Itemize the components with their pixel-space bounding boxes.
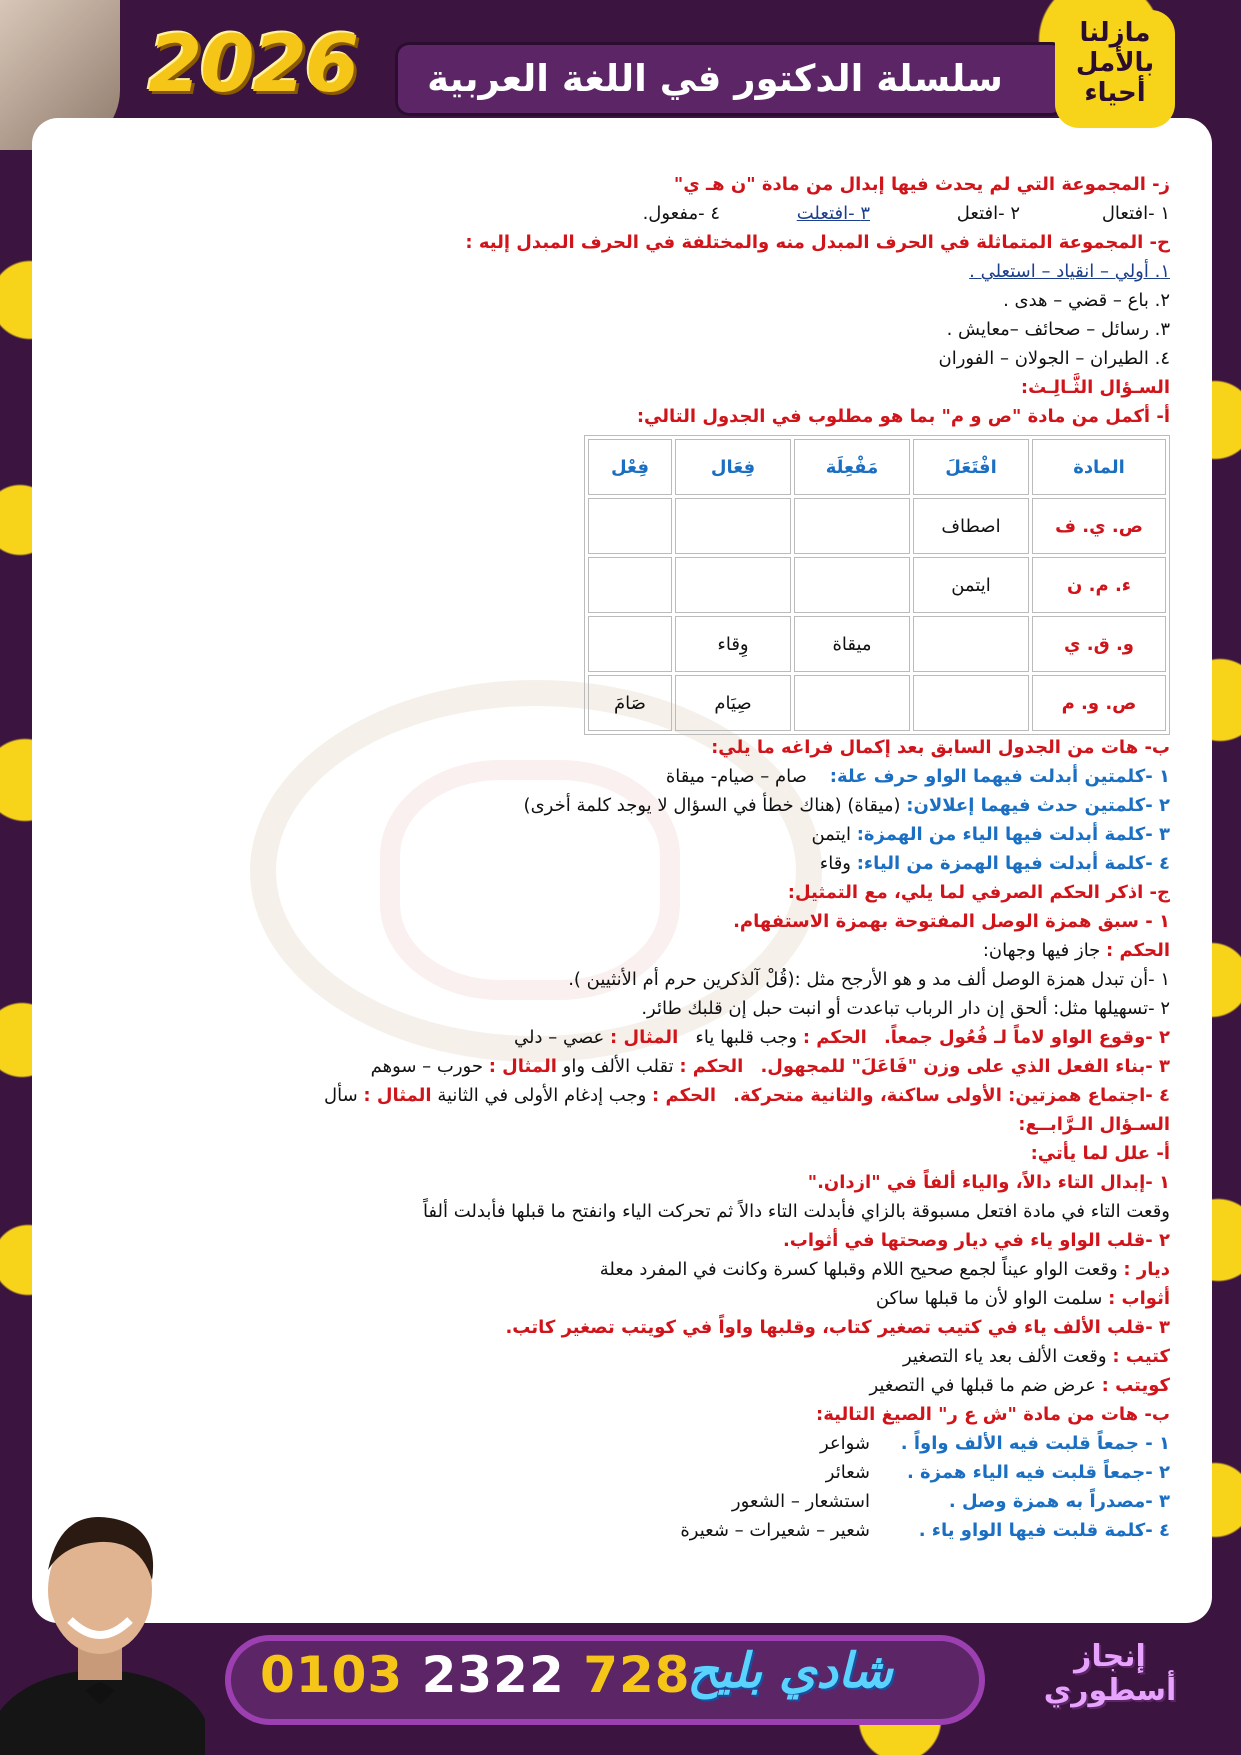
answer-kutayb-text: وقعت الألف بعد ياء التصغير bbox=[902, 1346, 1107, 1367]
option-4: ٤ -مفعول. bbox=[642, 203, 720, 224]
answer-4a1: وقعت التاء في مادة افتعل مسبوقة بالزاي فأبدلت التاء دالاً ثم تحركت الياء وانفتح ما قبلها فأبدلت ألفاً bbox=[422, 1201, 1170, 1222]
table-cell-root: ص. و. م bbox=[1032, 675, 1166, 731]
answer-c3-ruling-label: الحكم : bbox=[679, 1056, 744, 1077]
table-cell: صِيَام bbox=[675, 675, 791, 731]
table-row bbox=[588, 498, 1166, 554]
answer-c4-label: ٤ -اجتماع همزتين: الأولى ساكنة، والثانية متحركة. bbox=[733, 1085, 1170, 1106]
ruling-line bbox=[150, 936, 1170, 965]
question-3-heading: السـؤال الثَّـالِـث: bbox=[1020, 377, 1170, 398]
option-2: ٢ -افتعل bbox=[956, 203, 1020, 224]
table-header: المادة bbox=[1032, 439, 1166, 495]
table-header: فِعَال bbox=[675, 439, 791, 495]
ruling-option-2: ٢ -تسهيلها مثل: ألحق إن دار الرباب تباعدت أو انبت حبل إن قلبك طائر. bbox=[641, 998, 1170, 1019]
question-3a-title: أ- أكمل من مادة "ص و م" بما هو مطلوب في الجدول التالي: bbox=[636, 406, 1170, 427]
answer-c4-example-label: المثال : bbox=[363, 1085, 432, 1106]
morphology-table-wrap bbox=[150, 431, 1170, 733]
table-header-row bbox=[588, 439, 1166, 495]
answer-diyar-label: ديار : bbox=[1123, 1259, 1170, 1280]
answer-b3-text: ايتمن bbox=[811, 824, 851, 845]
table-cell bbox=[675, 498, 791, 554]
worksheet-content bbox=[150, 170, 1170, 1545]
answer-b1-text: صام – صيام- ميقاة bbox=[665, 766, 807, 787]
answer-c4-example: سأّل bbox=[324, 1085, 358, 1106]
question-h-title: ح- المجموعة المتماثلة في الحرف المبدل منه والمختلفة في الحرف المبدل إليه : bbox=[465, 232, 1170, 253]
answer-b4 bbox=[150, 849, 1170, 878]
answer-4b3-text: استشعار – الشعور bbox=[731, 1491, 870, 1512]
table-row bbox=[588, 616, 1166, 672]
answer-4b1-label: ١ - جمعاً قلبت فيه الألف واواً . bbox=[900, 1433, 1170, 1454]
answer-c2 bbox=[150, 1023, 1170, 1052]
table-cell: ايتمن bbox=[913, 557, 1029, 613]
answer-4b2-text: شعائر bbox=[825, 1462, 870, 1483]
answer-kuwaytib-text: عرض ضم ما قبلها في التصغير bbox=[869, 1375, 1096, 1396]
table-cell bbox=[794, 675, 910, 731]
question-3c-title: ج- اذكر الحكم الصرفي لما يلي، مع التمثيل: bbox=[787, 882, 1170, 903]
morphology-table bbox=[584, 435, 1170, 735]
answer-4b4-label: ٤ -كلمة قلبت فيها الواو ياء . bbox=[918, 1520, 1170, 1541]
answer-c3-example-label: المثال : bbox=[488, 1056, 557, 1077]
table-header: فِعْل bbox=[588, 439, 672, 495]
question-h-option-4: ٤. الطيران – الجولان – الفوران bbox=[938, 348, 1170, 369]
question-z-title: ز- المجموعة التي لم يحدث فيها إبدال من مادة "ن هـ ي" bbox=[673, 174, 1170, 195]
answer-4b4 bbox=[150, 1516, 1170, 1545]
answer-athwab-text: سلمت الواو لأن ما قبلها ساكن bbox=[875, 1288, 1103, 1309]
answer-b2-label: ٢ -كلمتين حدث فيهما إعلالان: bbox=[906, 795, 1170, 816]
table-row bbox=[588, 675, 1166, 731]
answer-b2 bbox=[150, 791, 1170, 820]
phone-part-1: 0103 bbox=[260, 1646, 404, 1704]
answer-c3 bbox=[150, 1052, 1170, 1081]
answer-kutayb bbox=[150, 1342, 1170, 1371]
table-cell: وِقاء bbox=[675, 616, 791, 672]
answer-c4-ruling: وجب إدغام الأولى في الثانية bbox=[437, 1085, 647, 1106]
table-cell bbox=[913, 616, 1029, 672]
table-row bbox=[588, 557, 1166, 613]
answer-b1 bbox=[150, 762, 1170, 791]
table-cell-root: ء. م. ن bbox=[1032, 557, 1166, 613]
corner-logo: إنجاز أسطوري bbox=[1043, 1639, 1177, 1708]
option-1: ١ -افتعال bbox=[1101, 203, 1170, 224]
answer-c2-label: ٢ -وقوع الواو لاماً لـ فُعُول جمعاً. bbox=[883, 1027, 1170, 1048]
answer-kutayb-label: كتيب : bbox=[1112, 1346, 1170, 1367]
phone-part-3: 728 bbox=[583, 1646, 691, 1704]
table-cell bbox=[588, 616, 672, 672]
answer-c4 bbox=[150, 1081, 1170, 1110]
table-cell: صَامَ bbox=[588, 675, 672, 731]
answer-c2-example-label: المثال : bbox=[610, 1027, 679, 1048]
answer-c2-ruling: وجب قلبها ياء bbox=[695, 1027, 798, 1048]
question-4a3-title: ٣ -قلب الألف ياء في كتيب تصغير كتاب، وقلبها واواً في كويتب تصغير كاتب. bbox=[505, 1317, 1170, 1338]
table-cell bbox=[588, 557, 672, 613]
series-title: سلسلة الدكتور في اللغة العربية bbox=[427, 57, 1003, 100]
table-cell bbox=[794, 557, 910, 613]
answer-c2-ruling-label: الحكم : bbox=[802, 1027, 867, 1048]
answer-4b1-text: شواعر bbox=[819, 1433, 870, 1454]
question-h-option-3: ٣. رسائل – صحائف –معايش . bbox=[946, 319, 1170, 340]
phone-part-2: 2322 bbox=[421, 1646, 565, 1704]
teacher-brand-name: شادي بليح bbox=[687, 1643, 893, 1699]
ruling-option-1: ١ -أن تبدل همزة الوصل ألف مد و هو الأرجح مثل :(قُلْ آلذكرين حرم أم الأنثيين ). bbox=[568, 969, 1170, 990]
answer-b3 bbox=[150, 820, 1170, 849]
question-4-heading: السـؤال الـرَّابــع: bbox=[1018, 1114, 1170, 1135]
answer-4b1 bbox=[150, 1429, 1170, 1458]
answer-b1-label: ١ -كلمتين أبدلت فيهما الواو حرف علة: bbox=[829, 766, 1170, 787]
ruling-text: جاز فيها وجهان: bbox=[982, 940, 1101, 961]
question-4a2-title: ٢ -قلب الواو ياء في ديار وصحتها في أثواب. bbox=[782, 1230, 1170, 1251]
answer-c3-ruling: تقلب الألف واو bbox=[562, 1056, 674, 1077]
question-3b-title: ب- هات من الجدول السابق بعد إكمال فراغه ما يلي: bbox=[711, 737, 1170, 758]
table-cell bbox=[675, 557, 791, 613]
answer-athwab bbox=[150, 1284, 1170, 1313]
question-h-option-2: ٢. باع – قضي – هدى . bbox=[1003, 290, 1170, 311]
table-cell-root: و. ق. ي bbox=[1032, 616, 1166, 672]
question-4a1-title: ١ -إبدال التاء دالاً، والياء ألفاً في "ازدان." bbox=[807, 1172, 1170, 1193]
option-3-selected: ٣ -افتعلت bbox=[796, 203, 870, 224]
slogan-logo-text: مازلنا بالأمل أحياء bbox=[1075, 18, 1155, 108]
answer-b4-text: وقاء bbox=[819, 853, 851, 874]
question-4a-title: أ- علل لما يأتي: bbox=[1030, 1143, 1170, 1164]
table-header: مَفْعِلَة bbox=[794, 439, 910, 495]
answer-4b2-label: ٢ -جمعاً قلبت فيه الياء همزة . bbox=[906, 1462, 1170, 1483]
year-badge: 2026 bbox=[148, 20, 358, 110]
question-4b-title: ب- هات من مادة "ش ع ر" الصيغ التالية: bbox=[816, 1404, 1170, 1425]
answer-c3-label: ٣ -بناء الفعل الذي على وزن "فَاعَلَ" للمجهول. bbox=[760, 1056, 1170, 1077]
question-3c1-title: ١ - سبق همزة الوصل المفتوحة بهمزة الاستفهام. bbox=[733, 911, 1170, 932]
answer-4b2 bbox=[150, 1458, 1170, 1487]
table-cell: اصطاف bbox=[913, 498, 1029, 554]
answer-4b3-label: ٣ -مصدراً به همزة وصل . bbox=[948, 1491, 1170, 1512]
answer-c3-example: حورب – سوهم bbox=[370, 1056, 483, 1077]
answer-b3-label: ٣ -كلمة أبدلت فيها الياء من الهمزة: bbox=[856, 824, 1170, 845]
table-cell bbox=[588, 498, 672, 554]
answer-athwab-label: أثواب : bbox=[1108, 1288, 1170, 1309]
table-cell-root: ص. ي. ف bbox=[1032, 498, 1166, 554]
table-header: افْتَعَلَ bbox=[913, 439, 1029, 495]
table-cell: ميقاة bbox=[794, 616, 910, 672]
answer-diyar-text: وقعت الواو عيناً لجمع صحيح اللام وقبلها كسرة وكانت في المفرد معلة bbox=[599, 1259, 1118, 1280]
table-cell bbox=[913, 675, 1029, 731]
question-z-options bbox=[150, 199, 1170, 228]
table-cell bbox=[794, 498, 910, 554]
answer-c2-example: عصي – دلي bbox=[514, 1027, 605, 1048]
answer-4b3 bbox=[150, 1487, 1170, 1516]
answer-kuwaytib-label: كويتب : bbox=[1101, 1375, 1170, 1396]
answer-diyar bbox=[150, 1255, 1170, 1284]
answer-kuwaytib bbox=[150, 1371, 1170, 1400]
answer-4b4-text: شعير – شعيرات – شعيرة bbox=[680, 1520, 870, 1541]
answer-c4-ruling-label: الحكم : bbox=[652, 1085, 716, 1106]
question-h-option-1: ١. أولي – انقياد – استعلي . bbox=[969, 261, 1170, 282]
ruling-label: الحكم : bbox=[1106, 940, 1170, 961]
answer-b4-label: ٤ -كلمة أبدلت فيها الهمزة من الياء: bbox=[856, 853, 1170, 874]
answer-b2-text: (ميقاة) (هناك خطأ في السؤال لا يوجد كلمة أخرى) bbox=[523, 795, 901, 816]
